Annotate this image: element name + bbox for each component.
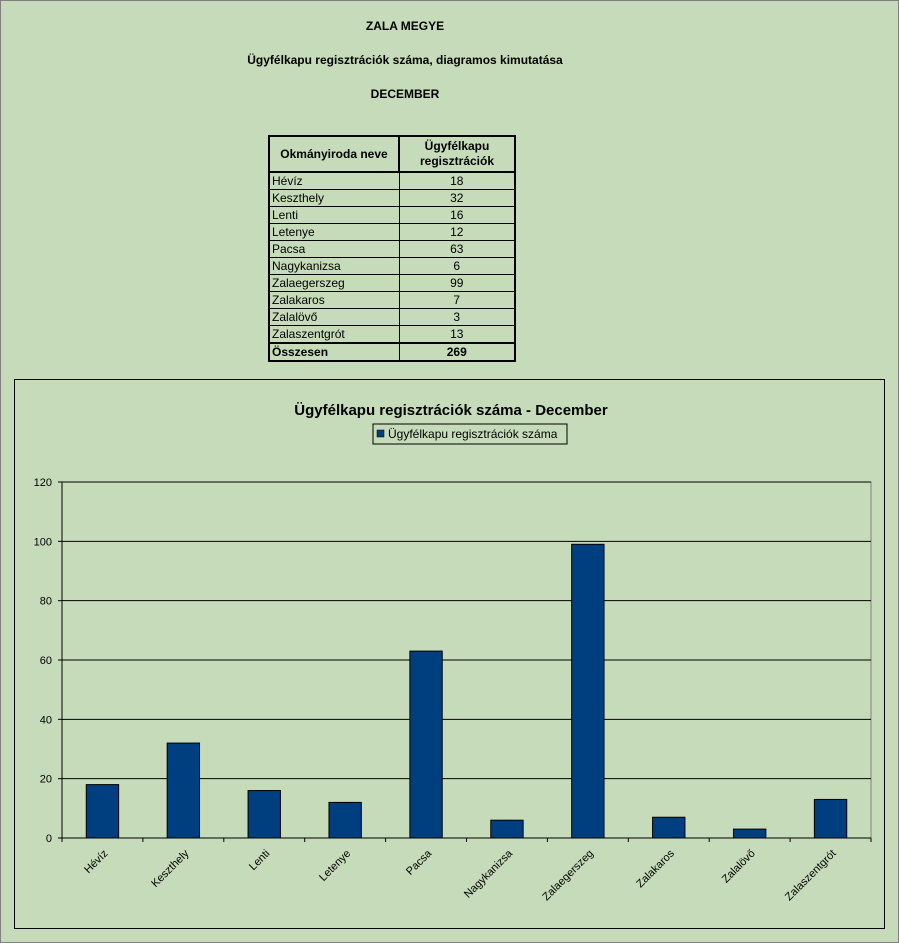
month-title: DECEMBER: [370, 87, 440, 101]
column-header-line2: regisztrációk: [419, 154, 495, 168]
bar: [248, 791, 280, 838]
y-tick-label: 100: [33, 536, 52, 549]
x-tick-label: Pacsa: [404, 847, 435, 878]
table-row: [269, 292, 515, 309]
y-tick-label: 60: [39, 655, 52, 667]
office-name-cell: Zalalövő: [269, 309, 399, 326]
registration-count-cell: 13: [399, 326, 515, 344]
y-tick-label: 40: [39, 714, 52, 727]
total-value: 269: [399, 343, 515, 361]
table-row: [269, 190, 515, 207]
bar: [572, 544, 604, 838]
x-tick-label: Hévíz: [82, 847, 111, 877]
x-tick-label: Zalaszentgrót: [783, 847, 839, 904]
office-name-cell: Zalakaros: [269, 292, 399, 309]
registration-count-cell: 18: [399, 172, 515, 190]
x-tick-label: Zalaegerszeg: [540, 847, 596, 904]
bar: [653, 817, 685, 838]
bar: [329, 802, 361, 838]
registration-count-cell: 7: [399, 292, 515, 309]
table-row: [269, 224, 515, 241]
bar: [733, 829, 765, 838]
registration-count-cell: 3: [399, 309, 515, 326]
office-name-cell: Zalaegerszeg: [269, 275, 399, 292]
table-row: [269, 258, 515, 275]
registration-count-cell: 99: [399, 275, 515, 292]
table-header-row: [269, 136, 515, 172]
table-row: [269, 172, 515, 190]
office-name-cell: Pacsa: [269, 241, 399, 258]
table-row: [269, 275, 515, 292]
x-tick-label: Keszthely: [149, 847, 192, 890]
table-row: [269, 207, 515, 224]
office-name-cell: Keszthely: [269, 190, 399, 207]
office-name-cell: Hévíz: [269, 172, 399, 190]
office-name-cell: Nagykanizsa: [269, 258, 399, 275]
report-subtitle: Ügyfélkapu regisztrációk száma, diagramos kimutatása: [247, 53, 563, 67]
registration-count-cell: 32: [399, 190, 515, 207]
x-tick-label: Letenye: [317, 847, 354, 884]
table-row: [269, 241, 515, 258]
chart-area: [14, 379, 885, 929]
column-header-line1: Ügyfélkapu: [424, 139, 490, 153]
legend-label: Ügyfélkapu regisztrációk száma: [388, 427, 558, 441]
registration-count-cell: 6: [399, 258, 515, 275]
office-name-cell: Letenye: [269, 224, 399, 241]
y-tick-label: 20: [39, 773, 52, 786]
office-name-cell: Zalaszentgrót: [269, 326, 399, 344]
bar-chart: [15, 380, 884, 928]
total-label: Összesen: [269, 343, 399, 361]
y-tick-label: 120: [33, 477, 52, 489]
chart-title: Ügyfélkapu regisztrációk száma - December: [294, 402, 608, 419]
county-title: ZALA MEGYE: [365, 19, 445, 33]
x-tick-label: Zalalövő: [719, 847, 758, 886]
column-header-office: Okmányiroda neve: [269, 136, 399, 172]
total-row: [269, 343, 515, 361]
bar: [491, 820, 523, 838]
y-tick-label: 0: [45, 833, 52, 845]
column-header-registrations: [399, 136, 515, 172]
registration-count-cell: 12: [399, 224, 515, 241]
bar: [814, 799, 846, 838]
summary-table: [268, 135, 516, 362]
office-name-cell: Lenti: [269, 207, 399, 224]
x-tick-label: Nagykanizsa: [462, 847, 516, 901]
legend-swatch: [377, 430, 384, 437]
bar: [410, 651, 442, 838]
table-row: [269, 326, 515, 344]
x-tick-label: Zalakaros: [634, 847, 677, 891]
registration-count-cell: 16: [399, 207, 515, 224]
table-row: [269, 309, 515, 326]
registration-count-cell: 63: [399, 241, 515, 258]
bar: [86, 785, 118, 838]
x-tick-label: Lenti: [247, 847, 273, 873]
y-tick-label: 80: [39, 595, 52, 608]
bar: [167, 743, 199, 838]
